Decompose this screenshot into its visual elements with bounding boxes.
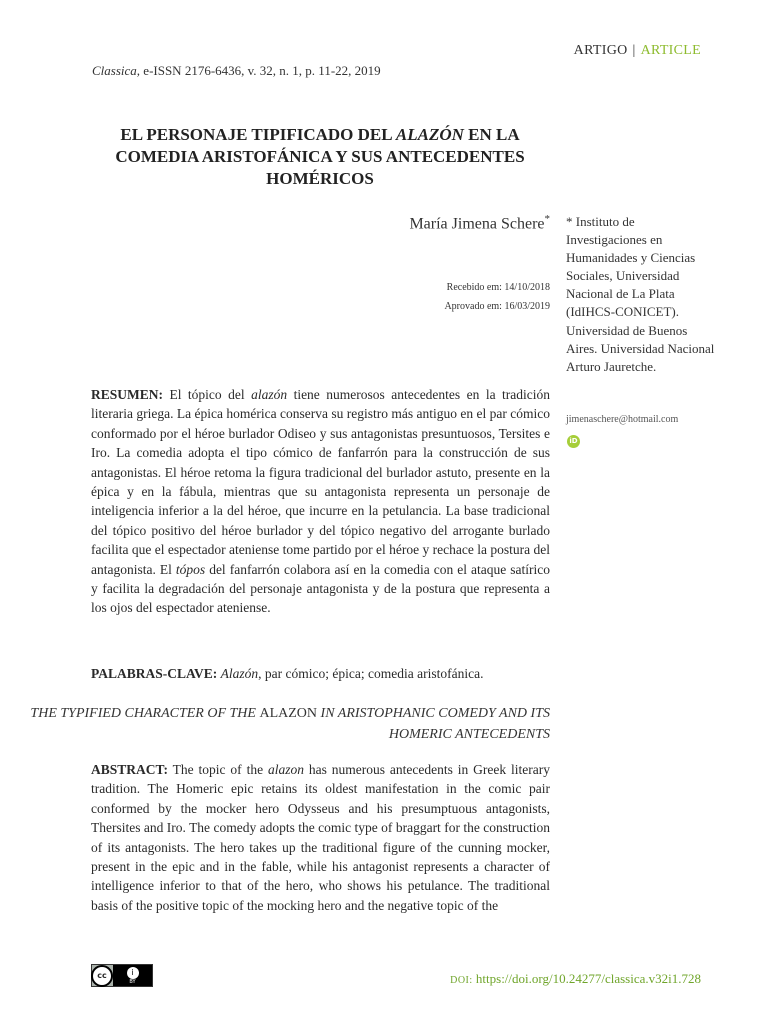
doi-url[interactable]: https://doi.org/10.24277/classica.v32i1.728: [472, 971, 701, 986]
keywords-paragraph: [91, 664, 550, 683]
english-title: [0, 704, 550, 745]
resumen-label: RESUMEN:: [91, 387, 164, 402]
resumen-text-1: El tópico del: [163, 387, 252, 402]
author-text: María Jimena Schere: [409, 215, 545, 233]
abstract-text-1: The topic of the: [168, 762, 268, 777]
section-label-pt: ARTIGO: [573, 43, 628, 58]
cc-license-icon[interactable]: [91, 964, 153, 987]
abstract-italic: alazon: [267, 762, 304, 777]
keywords-text: , par cómico; épica; comedia aristofánica.: [258, 666, 484, 681]
keywords-italic: Alazón: [220, 666, 259, 681]
english-title-roman: ALAZON: [259, 706, 318, 721]
section-label-en: ARTICLE: [640, 43, 701, 58]
attribution-person-icon: i: [127, 967, 139, 979]
title-part-2: EN LA COMEDIA ARISTOFÁNICA Y SUS ANTECEDENTES HOMÉRICOS: [115, 125, 525, 188]
resumen-text-2: tiene numerosos antecedentes en la tradición literaria griega. La épica homérica conserva su registro más antiguo en el par cómico conformado por el héroe burlador Odiseo y sus antagonistas presuntuosos, Tersites e Iro. La comedia adopta el tipo cómico de fanfarrón para la construcción de sus antagonistas. El héroe retoma la figura tradicional del burlador astuto, presente en la épica y en la fábula, mientras que su antagonista representa un personaje de inteligencia inferior a la del héroe, que incurre en la petulancia. La base tradicional del tópico positivo del héroe burlador y del tópico negativo del arrogante burlado facilita que el espectador ateniense tome partido por el héroe y rechace la postura del antagonista. El: [91, 387, 551, 577]
doi-link[interactable]: [450, 971, 701, 987]
section-separator: |: [632, 43, 636, 58]
submission-dates: [444, 278, 550, 316]
orcid-icon[interactable]: iD: [567, 435, 580, 448]
resumen-paragraph: [91, 385, 550, 618]
title-part-1: EL PERSONAJE TIPIFICADO DEL: [120, 125, 396, 144]
author-name: [409, 213, 550, 233]
resumen-italic-2: tópos: [175, 561, 206, 577]
resumen-text-3: del fanfarrón colabora así en la comedia con el ataque satírico y facilita la degradación del personaje antagonista y de la postura que representa a los ojos del espectador ateniense.: [91, 561, 550, 616]
cc-logo-icon: cc: [91, 965, 113, 987]
section-label: [574, 43, 701, 59]
keywords-label: PALABRAS-CLAVE:: [91, 666, 218, 681]
author-footnote-mark: *: [544, 213, 550, 225]
doi-label: DOI:: [450, 975, 473, 986]
title-italic-term: ALAZÓN: [395, 125, 464, 144]
journal-reference: [92, 63, 381, 79]
article-title: [80, 124, 560, 190]
journal-name: Classica,: [92, 63, 141, 78]
cc-by-icon: [113, 965, 152, 986]
abstract-label: ABSTRACT:: [91, 762, 169, 777]
affiliation-note: * Instituto de Investigaciones en Humanidades y Ciencias Sociales, Universidad Nacional de La Plata (IdIHCS-CONICET). Universidad de Buenos Aires. Universidad Nacional Arturo Jauretche.: [566, 214, 715, 374]
english-title-part-2: IN ARISTOPHANIC COMEDY AND ITS HOMERIC ANTECEDENTS: [317, 706, 550, 742]
abstract-text-2: has numerous antecedents in Greek literary tradition. The Homeric epic retains its oldest manifestation in the comic pair conformed by the mocker hero Odysseus and his presumptuous antagonists, Thersites and Iro. The comedy adopts the comic type of braggart for the construction of its antagonists. The hero takes up the traditional figure of the cunning mocker, present in the epic and in the fable, while his antagonist represents a character of intelligence inferior to that of the hero, who shows his petulance. The traditional basis of the positive topic of the mocking hero and the negative topic of the: [91, 762, 550, 913]
journal-details: e-ISSN 2176-6436, v. 32, n. 1, p. 11-22, 2019: [143, 63, 381, 78]
cc-by-label: BY: [129, 978, 136, 985]
received-date: Recebido em: 14/10/2018: [446, 282, 550, 293]
author-email[interactable]: jimenaschere@hotmail.com: [566, 414, 679, 425]
resumen-italic-1: alazón: [251, 387, 288, 402]
approved-date: Aprovado em: 16/03/2019: [444, 301, 550, 312]
english-title-part-1: THE TYPIFIED CHARACTER OF THE: [30, 706, 260, 721]
abstract-paragraph: [91, 760, 550, 915]
